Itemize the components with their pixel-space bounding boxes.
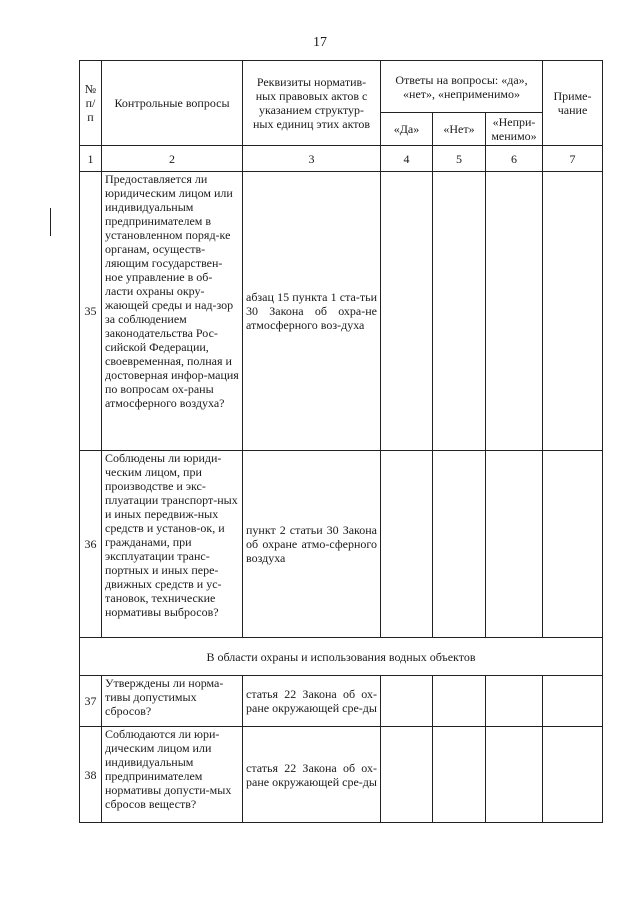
question-text: Предоставляется ли юридическим лицом или индивидуальным предпринимателем в установленном поряд-ке органам, осуществ-ляющим государствен-ное управление в об-ласти охраны окру-жающей среды и над-зор за соблюдением законодательства Рос-сийской Федерации, своевременная, полная и достоверная инфор-мация по вопросам ох-раны атмосферного воздуха?: [102, 172, 243, 451]
column-number: 6: [486, 146, 543, 172]
note-cell[interactable]: [543, 172, 603, 451]
header-note: Приме- чание: [543, 61, 603, 146]
answer-no-cell[interactable]: [433, 676, 486, 727]
table-row: [80, 676, 603, 727]
row-number: 38: [80, 727, 102, 823]
legal-reference: статья 22 Закона об ох-ране окружающей сре-ды: [243, 676, 381, 727]
answer-no-cell[interactable]: [433, 727, 486, 823]
legal-reference: пункт 2 статьи 30 Закона об охране атмо-сферного воздуха: [243, 451, 381, 638]
column-number: 4: [381, 146, 433, 172]
table-row: [80, 727, 603, 823]
row-number: 36: [80, 451, 102, 638]
section-title: В области охраны и использования водных объектов: [80, 638, 603, 676]
column-number: 3: [243, 146, 381, 172]
answer-yes-cell[interactable]: [381, 676, 433, 727]
margin-mark: [50, 208, 51, 236]
note-cell[interactable]: [543, 451, 603, 638]
header-na: «Непри- менимо»: [486, 113, 543, 146]
header-answers: Ответы на вопросы: «да», «нет», «неприменимо»: [381, 61, 543, 113]
answer-na-cell[interactable]: [486, 451, 543, 638]
column-number: 7: [543, 146, 603, 172]
question-text: Соблюдаются ли юри-дическим лицом или индивидуальным предпринимателем нормативы допусти-мых сбросов веществ?: [102, 727, 243, 823]
header-yes: «Да»: [381, 113, 433, 146]
legal-reference: абзац 15 пункта 1 ста-тьи 30 Закона об охра-не атмосферного воз-духа: [243, 172, 381, 451]
column-number: 5: [433, 146, 486, 172]
header-num: № п/п: [80, 61, 102, 146]
legal-reference: статья 22 Закона об ох-ране окружающей сре-ды: [243, 727, 381, 823]
answer-no-cell[interactable]: [433, 172, 486, 451]
header-questions: Контрольные вопросы: [102, 61, 243, 146]
question-text: Утверждены ли норма-тивы допустимых сбросов?: [102, 676, 243, 727]
answer-yes-cell[interactable]: [381, 172, 433, 451]
answer-na-cell[interactable]: [486, 172, 543, 451]
answer-yes-cell[interactable]: [381, 451, 433, 638]
answer-na-cell[interactable]: [486, 727, 543, 823]
row-number: 37: [80, 676, 102, 727]
question-text: Соблюдены ли юриди-ческим лицом, при производстве и экс-плуатации транспорт-ных и иных передвиж-ных средств и установ-ок, и гражданами, при эксплуатации транс-портных и иных пере-движных средств и ус-тановок, технические нормативы выбросов?: [102, 451, 243, 638]
note-cell[interactable]: [543, 676, 603, 727]
page-number: 17: [313, 35, 327, 50]
answer-no-cell[interactable]: [433, 451, 486, 638]
column-number: 2: [102, 146, 243, 172]
table-row: [80, 172, 603, 451]
table-row: [80, 451, 603, 638]
header-requisites: Реквизиты норматив- ных правовых актов с указанием структур- ных единиц этих актов: [243, 61, 381, 146]
header-no: «Нет»: [433, 113, 486, 146]
note-cell[interactable]: [543, 727, 603, 823]
column-number: 1: [80, 146, 102, 172]
row-number: 35: [80, 172, 102, 451]
answer-na-cell[interactable]: [486, 676, 543, 727]
checklist-table: [79, 60, 603, 823]
answer-yes-cell[interactable]: [381, 727, 433, 823]
